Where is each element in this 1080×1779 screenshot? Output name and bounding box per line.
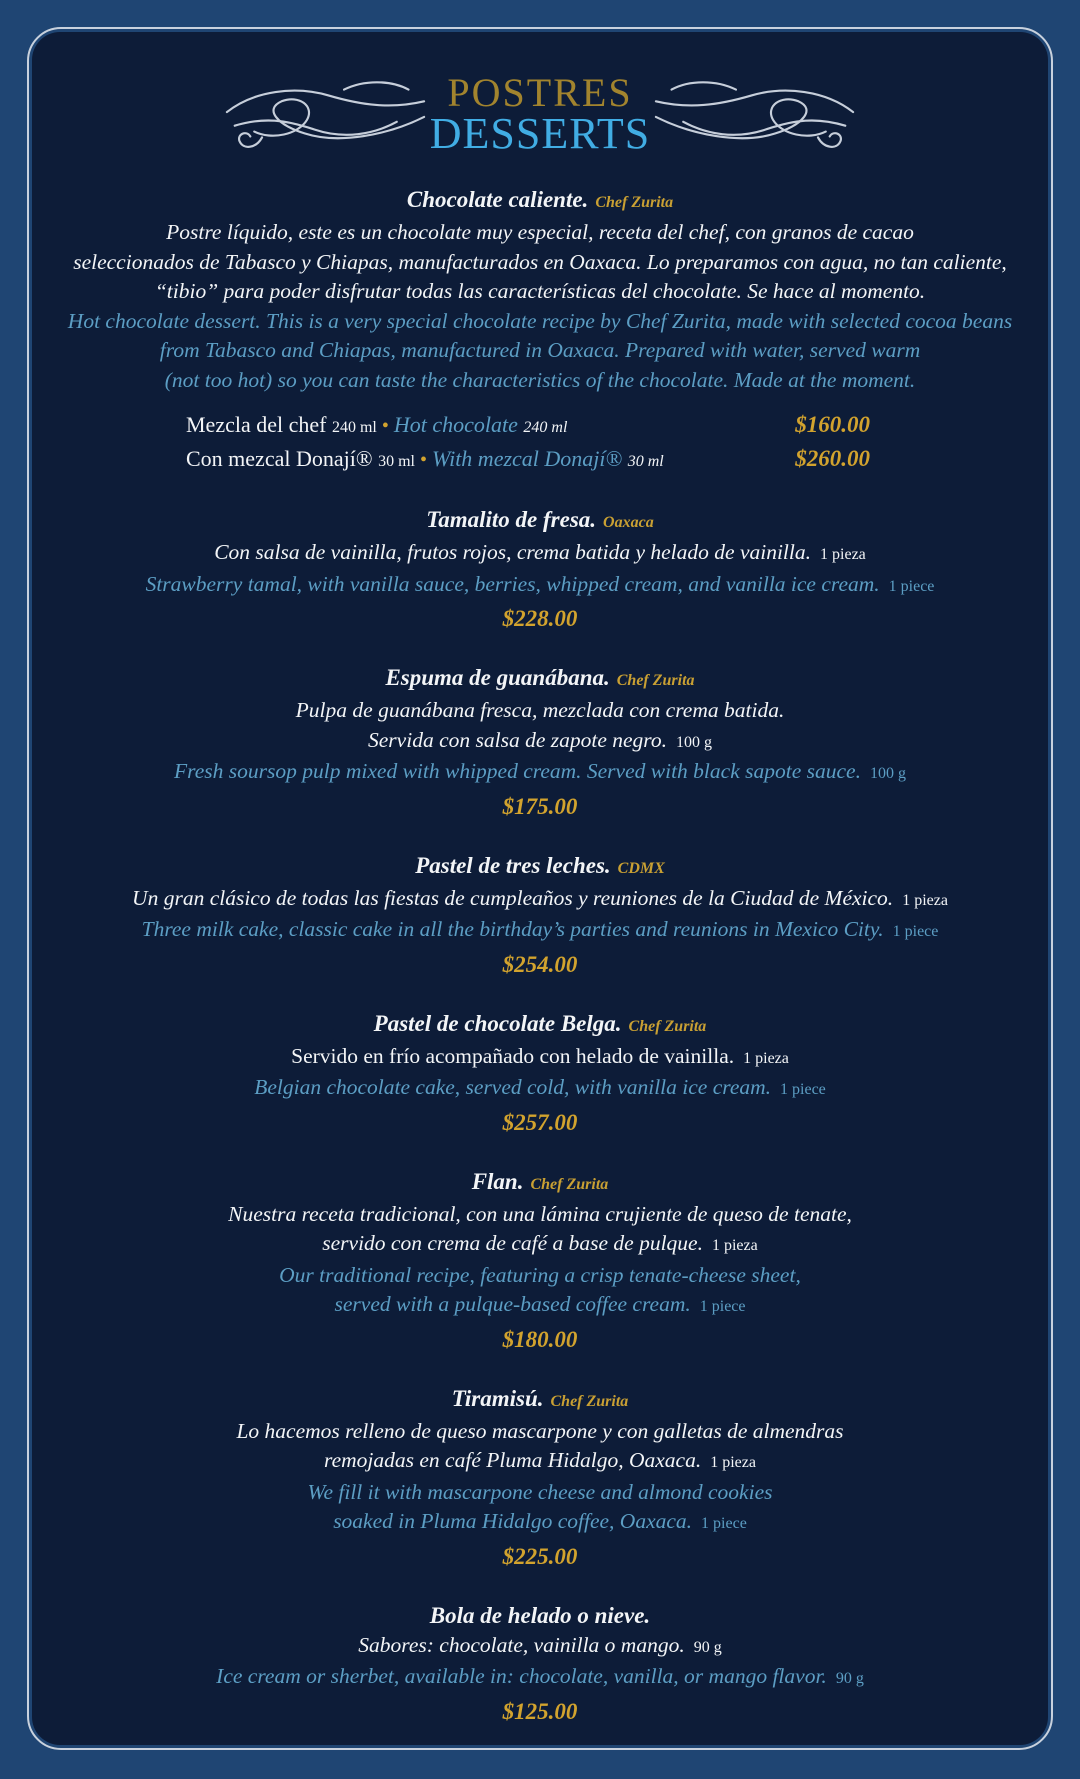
item-desc-en-line: We fill it with mascarpone cheese and almond cookies [307, 1479, 773, 1504]
menu-header [32, 62, 1048, 166]
item-desc-en-line: Three milk cake, classic cake in all the birthday’s parties and reunions in Mexico City. 1 piece [141, 917, 939, 941]
item-desc-en-line: from Tabasco and Chiapas, manufactured in Oaxaca. Prepared with water, served warm [159, 338, 921, 362]
item-title [32, 504, 1048, 538]
item-desc-en-line: Strawberry tamal, with vanilla sauce, berries, whipped cream, and vanilla ice cream. 1 piece [145, 571, 935, 596]
portion-size: 1 pieza [816, 546, 866, 563]
menu-items [32, 184, 1048, 1728]
menu-item [32, 1008, 1048, 1139]
flourish-right-icon [652, 73, 857, 155]
option-name-es: Mezcla del chef [186, 412, 332, 437]
item-name: Espuma de guanábana. [385, 665, 610, 690]
item-attribution: Chef Zurita [530, 1175, 609, 1193]
item-price: $180.00 [502, 1326, 578, 1352]
item-desc-es-line: Un gran clásico de todas las fiestas de cumpleaños y reuniones de la Ciudad de México. 1 pieza [132, 885, 948, 910]
item-title [32, 850, 1048, 884]
item-desc-es-line: Sabores: chocolate, vainilla o mango. 90 g [358, 1632, 722, 1657]
item-desc-en-line: Fresh soursop pulp mixed with whipped cream. Served with black sapote sauce. 100 g [174, 759, 906, 783]
item-desc-en-line: Ice cream or sherbet, available in: chocolate, vanilla, or mango flavor. 90 g [216, 1664, 864, 1688]
item-title [32, 1008, 1048, 1042]
option-size-en: 30 ml [627, 453, 664, 470]
item-desc-es-line: remojadas en café Pluma Hidalgo, Oaxaca. 1 pieza [324, 1448, 756, 1472]
item-desc-en-line: served with a pulque-based coffee cream. 1 piece [334, 1292, 746, 1316]
item-title [32, 1600, 1048, 1631]
menu-item [32, 504, 1048, 635]
portion-size: 1 pieza [707, 1237, 758, 1254]
item-desc-es-line: Lo hacemos relleno de queso mascarpone y con galletas de almendras [236, 1418, 844, 1443]
item-desc-en-line: (not too hot) so you can taste the characteristics of the chocolate. Made at the moment. [164, 367, 916, 392]
item-name: Pastel de tres leches. [415, 852, 611, 878]
item-name: Tiramisú. [451, 1385, 544, 1411]
menu-item [32, 662, 1048, 823]
item-title [32, 1166, 1048, 1200]
item-title [32, 1383, 1048, 1417]
menu-frame [27, 27, 1053, 1750]
item-desc-es-line: Servida con salsa de zapote negro. 100 g [368, 727, 712, 752]
portion-size: 100 g [865, 765, 906, 782]
portion-size: 90 g [831, 1670, 864, 1687]
item-desc-es-line: Con salsa de vainilla, frutos rojos, crema batida y helado de vainilla. 1 pieza [214, 540, 866, 564]
item-attribution: Chef Zurita [616, 672, 695, 689]
item-options [32, 409, 1048, 477]
portion-size: 1 pieza [706, 1454, 756, 1471]
option-size-es: 30 ml [378, 453, 415, 470]
item-title [32, 184, 1048, 218]
item-name: Tamalito de fresa. [426, 507, 597, 532]
option-label [186, 409, 567, 443]
option-size-en: 240 ml [523, 419, 568, 436]
item-attribution: Chef Zurita [550, 1392, 629, 1410]
item-attribution: Chef Zurita [628, 1017, 707, 1035]
item-desc-en-line: soaked in Pluma Hidalgo coffee, Oaxaca. 1 piece [333, 1509, 747, 1533]
item-desc-es-line: “tibio” para poder disfrutar todas las características del chocolate. Se hace al momento. [154, 279, 926, 303]
item-price: $257.00 [502, 1109, 578, 1135]
flourish-left-icon [223, 73, 428, 155]
portion-size: 1 piece [695, 1298, 746, 1315]
item-desc-es-line: Pulpa de guanábana fresca, mezclada con crema batida. [295, 698, 785, 722]
item-price: $225.00 [502, 1543, 578, 1569]
bullet-separator-icon: • [381, 415, 389, 437]
option-size-es: 240 ml [331, 419, 377, 436]
item-desc-es-line: Servido en frío acompañado con helado de vainilla. 1 pieza [291, 1043, 789, 1068]
item-name: Chocolate caliente. [406, 187, 589, 212]
item-attribution: Chef Zurita [595, 194, 674, 211]
portion-size: 1 piece [884, 577, 935, 595]
option-label [186, 443, 664, 477]
item-desc-en-line: Hot chocolate dessert. This is a very special chocolate recipe by Chef Zurita, made with selected cocoa beans [67, 308, 1013, 333]
menu-item [32, 1383, 1048, 1573]
item-attribution: CDMX [617, 859, 665, 877]
item-desc-es-line: Postre líquido, este es un chocolate muy especial, receta del chef, con granos de cacao [166, 220, 914, 244]
item-desc-es-line: Nuestra receta tradicional, con una lámina crujiente de queso de tenate, [228, 1201, 852, 1226]
item-price: $228.00 [502, 606, 578, 631]
option-name-en: With mezcal Donají® [431, 446, 628, 471]
menu-panel [32, 32, 1048, 1745]
item-desc-en-line: Our traditional recipe, featuring a crisp tenate-cheese sheet, [279, 1262, 801, 1287]
item-price: $125.00 [502, 1698, 578, 1724]
item-desc-es-line: seleccionados de Tabasco y Chiapas, manufacturados en Oaxaca. Lo preparamos con agua, no tan caliente, [73, 249, 1007, 274]
portion-size: 1 pieza [739, 1049, 789, 1067]
item-desc-en-line: Belgian chocolate cake, served cold, with vanilla ice cream. 1 piece [254, 1075, 826, 1099]
menu-item [32, 1166, 1048, 1356]
menu-item [32, 184, 1048, 477]
portion-size: 1 piece [776, 1081, 826, 1098]
item-price: $175.00 [502, 793, 578, 819]
item-price: $254.00 [502, 951, 578, 977]
item-name: Flan. [471, 1168, 524, 1194]
item-attribution: Oaxaca [603, 514, 654, 531]
title-desserts: DESSERTS [429, 109, 651, 158]
portion-size: 1 pieza [898, 891, 948, 909]
portion-size: 100 g [671, 733, 712, 751]
option-row [186, 409, 870, 443]
item-title [32, 662, 1048, 696]
option-price: $260.00 [795, 446, 870, 471]
option-name-en: Hot chocolate [393, 412, 524, 437]
item-name: Pastel de chocolate Belga. [373, 1010, 622, 1036]
menu-item [32, 1600, 1048, 1728]
bullet-separator-icon: • [419, 449, 427, 471]
menu-item [32, 850, 1048, 981]
portion-size: 90 g [689, 1638, 722, 1656]
item-name: Bola de helado o nieve. [429, 1602, 651, 1628]
page-title [430, 72, 651, 156]
item-desc-es-line: servido con crema de café a base de pulque. 1 pieza [322, 1231, 758, 1255]
option-row [186, 443, 870, 477]
portion-size: 1 piece [697, 1515, 747, 1532]
portion-size: 1 piece [888, 923, 939, 940]
title-postres: POSTRES [447, 70, 633, 115]
option-name-es: Con mezcal Donají® [186, 446, 379, 471]
option-price: $160.00 [795, 412, 870, 437]
